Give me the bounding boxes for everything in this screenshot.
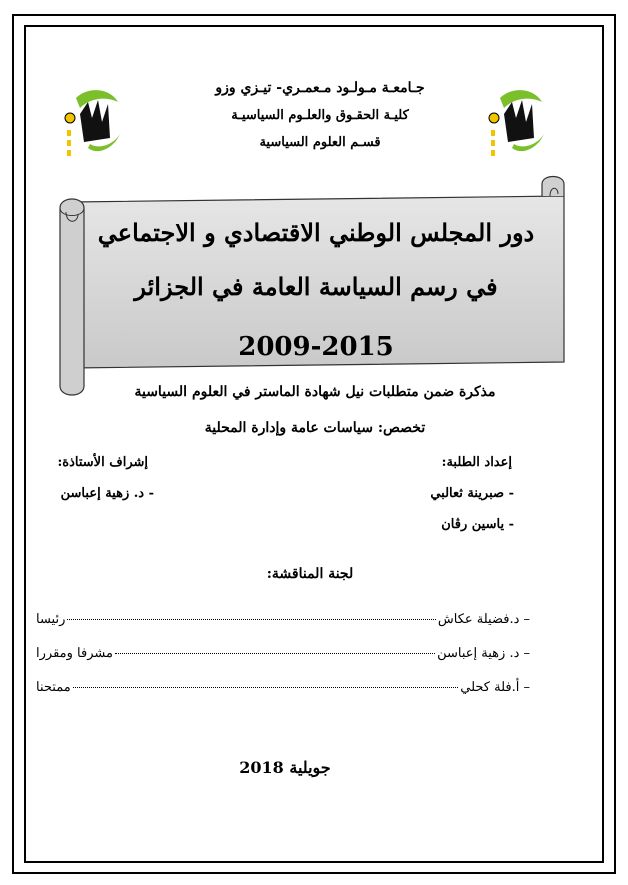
committee-label: لجنة المناقشة:: [266, 566, 354, 582]
students-label: إعداد الطلبة:: [441, 455, 512, 470]
dotted-leader: [115, 652, 435, 654]
thesis-years: 2009-2015: [238, 332, 394, 362]
committee-member-1: [36, 612, 530, 627]
dotted-leader: [73, 686, 459, 688]
committee-member-2: [36, 646, 530, 661]
committee-member-3: [36, 680, 530, 695]
university-name: جـامعـة مـولـود مـعمـري- تيـزي وزو: [215, 80, 425, 96]
committee-member-name: – د.فضيلة عكاش: [437, 612, 530, 627]
supervisor-label: إشراف الأستاذة:: [57, 455, 148, 470]
committee-member-role: رئيسا: [36, 612, 66, 627]
supervisor-name: - د. زهية إعباسن: [60, 486, 154, 501]
university-logo-left: [58, 78, 128, 168]
committee-member-role: مشرفا ومقررا: [36, 646, 113, 661]
committee-member-name: – أ.فلة كحلي: [460, 680, 530, 695]
faculty-name: كليـة الحقـوق والعلـوم السياسيـة: [231, 108, 409, 123]
student-name-1: - صبرينة ثعالبي: [430, 486, 514, 501]
thesis-title-line1: دور المجلس الوطني الاقتصادي و الاجتماعي: [97, 218, 535, 247]
thesis-specialty: تخصص: سياسات عامة وإدارة المحلية: [204, 420, 426, 436]
department-name: قسـم العلوم السياسية: [259, 135, 381, 150]
committee-member-name: – د. زهية إعباسن: [437, 646, 530, 661]
student-name-2: - ياسين رڤان: [441, 517, 514, 532]
committee-member-role: ممتحنا: [36, 680, 71, 695]
dotted-leader: [67, 618, 435, 620]
submission-date: جويلية 2018: [239, 758, 331, 777]
thesis-purpose: مذكرة ضمن متطلبات نيل شهادة الماستر في العلوم السياسية: [134, 384, 496, 400]
thesis-title-line2: في رسم السياسة العامة في الجزائر: [134, 272, 498, 301]
